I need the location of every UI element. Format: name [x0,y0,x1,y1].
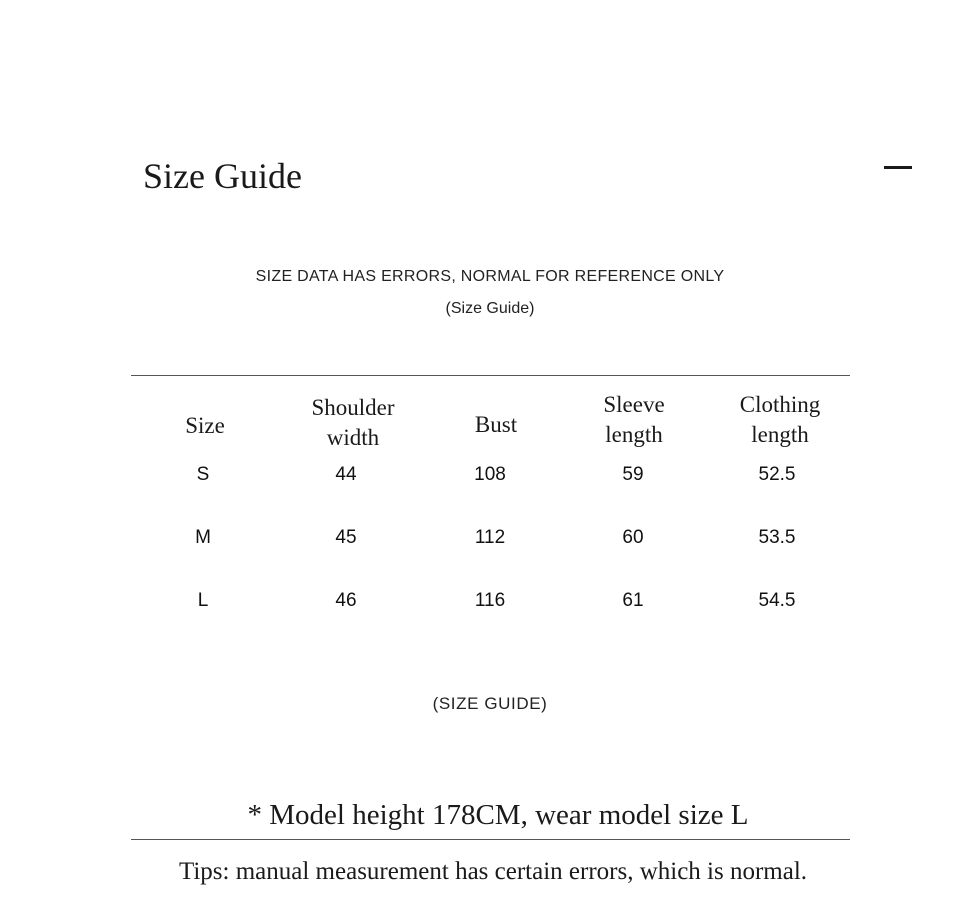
table-top-divider [131,375,850,376]
header-sleeve-length-line1: Sleeve [603,392,665,417]
header-sleeve-length-line2: length [605,422,663,447]
header-shoulder-width [273,393,433,453]
model-note: * Model height 178CM, wear model size L [247,799,749,831]
cell-shoulder-width: 45 [335,527,357,548]
header-clothing-length-line1: Clothing [739,392,821,417]
header-clothing-length-line2: length [751,422,809,447]
cell-clothing-length: 52.5 [758,464,796,485]
cell-clothing-length: 54.5 [758,590,796,611]
header-shoulder-width-line2: width [326,425,380,450]
cell-bust: 108 [474,464,506,485]
footer-divider [131,839,850,840]
header-shoulder-width-line1: Shoulder [311,395,395,420]
cell-sleeve-length: 61 [622,590,644,611]
cell-shoulder-width: 46 [335,590,357,611]
header-size [125,411,285,441]
page-title: Size Guide [143,156,302,196]
cell-size: M [195,527,211,548]
disclaimer-text: SIZE DATA HAS ERRORS, NORMAL FOR REFERENCE ONLY [255,268,725,285]
cell-bust: 116 [474,590,506,611]
header-sleeve-length [554,390,714,450]
size-guide-caption: (SIZE GUIDE) [432,694,548,713]
minus-icon[interactable] [884,166,912,169]
cell-bust: 112 [474,527,506,548]
cell-size: L [197,590,209,611]
cell-sleeve-length: 60 [622,527,644,548]
cell-shoulder-width: 44 [335,464,357,485]
cell-sleeve-length: 59 [622,464,644,485]
header-bust [416,410,576,440]
header-size-line1: Size [185,413,225,438]
subtitle-text: (Size Guide) [445,300,535,317]
tips-text: Tips: manual measurement has certain errors, which is normal. [178,858,808,885]
cell-clothing-length: 53.5 [758,527,796,548]
cell-size: S [196,464,210,485]
header-clothing-length [700,390,860,450]
header-bust-line1: Bust [474,412,518,437]
